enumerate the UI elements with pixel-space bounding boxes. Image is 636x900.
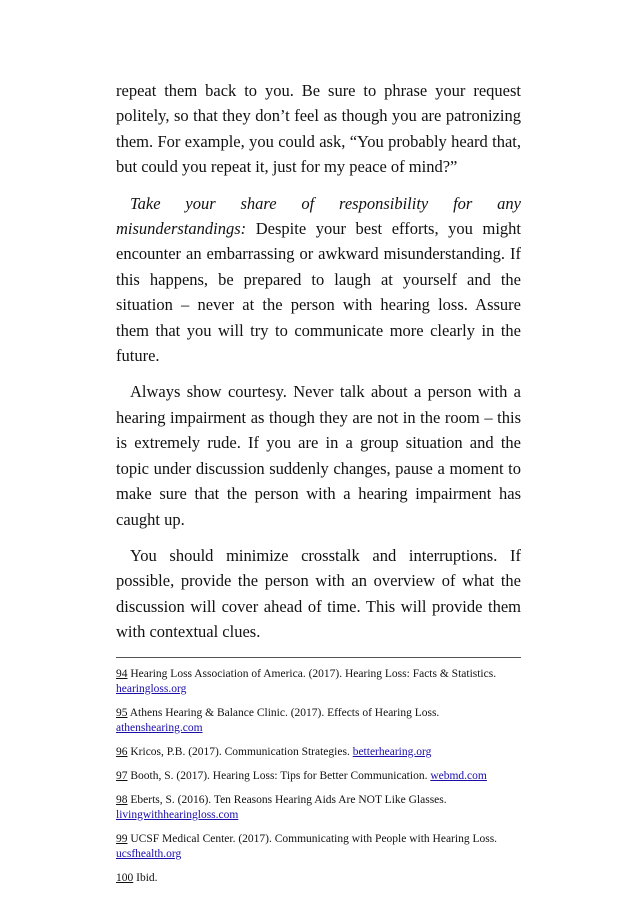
- footnote-number[interactable]: 97: [116, 769, 128, 782]
- footnote-text: Ibid.: [136, 871, 158, 884]
- footnote-text: Booth, S. (2017). Hearing Loss: Tips for Better Communication.: [130, 769, 428, 782]
- footnote: [116, 706, 521, 736]
- paragraph-text: Always show courtesy. Never talk about a person with a hearing impairment as though they are not in the room – this is extremely rude. If you are in a group situation and the topic under discussion suddenly changes, pause a moment to make sure that the person with a hearing impairment has caught up.: [116, 382, 521, 529]
- footnote-text: Kricos, P.B. (2017). Communication Strategies.: [130, 745, 350, 758]
- footnote-number[interactable]: 96: [116, 745, 128, 758]
- footnote-number[interactable]: 99: [116, 832, 128, 845]
- paragraph: [116, 379, 521, 531]
- footnote: [116, 745, 521, 760]
- footnotes: [116, 667, 521, 886]
- footnote-divider: [116, 657, 521, 658]
- paragraph: [116, 78, 521, 180]
- paragraph: [116, 191, 521, 369]
- footnote-number[interactable]: 94: [116, 667, 128, 680]
- footnote-link[interactable]: athenshearing.com: [116, 721, 203, 734]
- paragraph: [116, 543, 521, 645]
- footnote-link[interactable]: webmd.com: [430, 769, 487, 782]
- paragraph-lead: Take your share of responsibility for any misunderstandings:: [116, 193, 521, 239]
- footnote: [116, 769, 521, 784]
- footnote-link[interactable]: ucsfhealth.org: [116, 847, 182, 860]
- footnote: [116, 667, 521, 697]
- footnote-number[interactable]: 100: [116, 871, 134, 884]
- paragraph-text: Despite your best efforts, you might encounter an embarrassing or awkward misunderstanding. If this happens, be prepared to laugh at yourself and the situation – never at the person with hearing loss. Assure them that you will try to communicate more clearly in the future.: [116, 219, 521, 366]
- footnote-link[interactable]: livingwithhearingloss.com: [116, 808, 239, 821]
- footnote: [116, 832, 521, 862]
- paragraph-text: repeat them back to you. Be sure to phrase your request politely, so that they don’t feel as though you are patronizing them. For example, you could ask, “You probably heard that, but could you repeat it, just for my peace of mind?”: [116, 81, 521, 177]
- footnote-text: Hearing Loss Association of America. (2017). Hearing Loss: Facts & Statistics.: [130, 667, 497, 680]
- footnote: [116, 793, 521, 823]
- footnote-text: UCSF Medical Center. (2017). Communicating with People with Hearing Loss.: [130, 832, 498, 845]
- page-body: [116, 78, 521, 895]
- footnote-link[interactable]: betterhearing.org: [352, 745, 432, 758]
- footnote-number[interactable]: 95: [116, 706, 128, 719]
- footnote-text: Athens Hearing & Balance Clinic. (2017). Effects of Hearing Loss.: [129, 706, 440, 719]
- footnote-link[interactable]: hearingloss.org: [116, 682, 187, 695]
- footnote-text: Eberts, S. (2016). Ten Reasons Hearing Aids Are NOT Like Glasses.: [130, 793, 447, 806]
- footnote-number[interactable]: 98: [116, 793, 128, 806]
- footnote: [116, 871, 521, 886]
- paragraph-text: You should minimize crosstalk and interruptions. If possible, provide the person with an overview of what the discussion will cover ahead of time. This will provide them with contextual clues.: [116, 545, 521, 642]
